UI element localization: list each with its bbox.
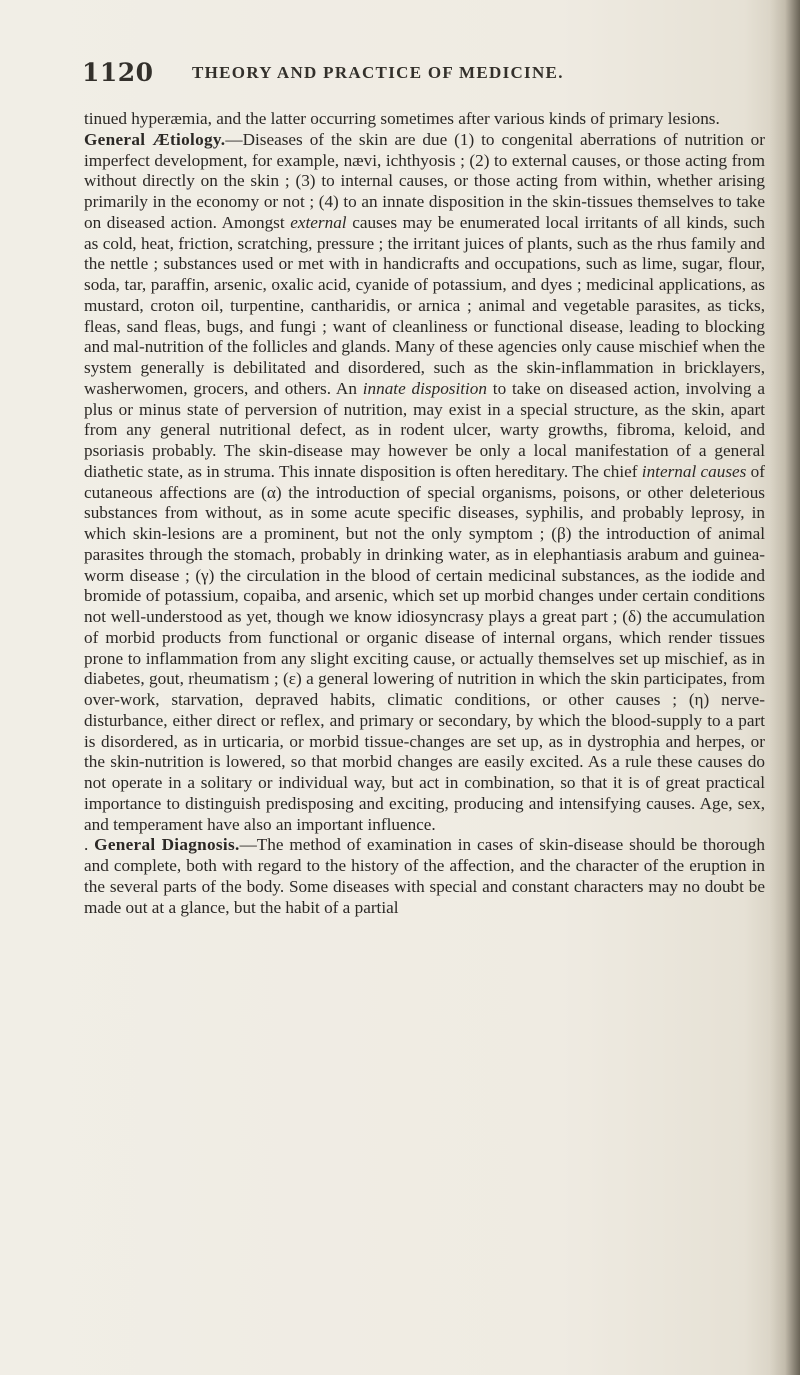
paragraph-text: —Diseases of the skin are due (1) to congenital aberrations of nutrition or imperfect development, for example, nævi, ichthyosis ; (2) to external causes, or those acting from without directly on the skin ; (3) to internal causes, or those acting from within, whether arising primarily in the economy or not ; (4) to an innate disposition in the skin-tissues themselves to take on diseased action. Amongst	[84, 129, 766, 232]
paragraph-text: to take on diseased action, involving a plus or minus state of perversion of nutrition, may exist in a special structure, as the skin, apart from any general nutritional defect, as in rodent ulcer, warty growths, fibroma, keloid, and psoriasis probably. The skin-disease may however be only a local manifestation of a general diathetic state, as in struma. This innate disposition is often hereditary. The chief	[84, 378, 765, 481]
paragraph-text: causes may be enumerated local irritants of all kinds, such as cold, heat, friction, scratching, pressure ; the irritant juices of plants, such as the rhus family and the nettle ; substances used or met with in handicrafts and occupations, such as lime, sugar, flour, soda, tar, paraffin, arsenic, oxalic acid, cyanide of potassium, and dyes ; medicinal applications, as mustard, croton oil, turpentine, cantharidis, or arnica ; animal and vegetable parasites, as ticks, fleas, sand fleas, bugs, and fungi ; want of cleanliness or functional disease, leading to blocking and mal-nutrition of the follicles and glands. Many of these agencies only cause mischief when the system generally is debilitated and disordered, such as the skin-inflammation in bricklayers, washerwomen, grocers, and others. An	[84, 212, 765, 398]
emphasis-text: internal causes	[641, 461, 747, 481]
paragraph-general-diagnosis	[84, 835, 765, 918]
paragraph-text: tinued hyperæmia, and the latter occurring sometimes after various kinds of primary lesions.	[84, 109, 720, 128]
paragraph-lead: .	[84, 835, 95, 855]
paragraph-text: —The method of examination in cases of skin-disease should be thorough and complete, both with regard to the history of the affection, and the character of the eruption in the several parts of the body. Some diseases with special and constant characters may no doubt be made out at a glance, but the habit of a partial	[84, 835, 765, 917]
page-header	[82, 58, 740, 88]
emphasis-text: external	[290, 212, 347, 232]
paragraph-continuation	[84, 109, 765, 130]
paragraph-text: of cutaneous affections are (α) the introduction of special organisms, poisons, or other deleterious substances from without, as in some acute specific diseases, syphilis, and probably leprosy, in which skin-lesions are a prominent, but not the only symptom ; (β) the introduction of animal parasites through the stomach, probably in drinking water, as in elephantiasis arabum and guinea-worm disease ; (γ) the circulation in the blood of certain medicinal substances, as the iodide and bromide of potassium, copaiba, and arsenic, which set up morbid changes under certain conditions not well-understood as yet, though we know idiosyncrasy plays a great part ; (δ) the accumulation of morbid products from functional or organic disease of internal organs, which render tissues prone to inflammation from any slight exciting cause, or actually themselves set up mischief, as in diabetes, gout, rheumatism ; (ε) a general lowering of nutrition in which the skin participates, from over-work, starvation, depraved habits, climatic conditions, or other causes ; (η) nerve-disturbance, either direct or reflex, and primary or secondary, by which the blood-supply to a part is disordered, as in urticaria, or morbid tissue-changes are set up, as in dystrophia and herpes, or the skin-nutrition is lowered, so that morbid changes are easily excited. As a rule these causes do not operate in a solitary or individual way, but act in combination, so that it is of great practical importance to distinguish predisposing and exciting, producing and intensifying causes. Age, sex, and temperament have also an important influence.	[84, 461, 765, 834]
page-number: 1120	[82, 58, 154, 87]
body-text	[84, 109, 765, 918]
paragraph-general-aetiology	[84, 130, 765, 836]
section-heading-general-diagnosis: General Diagnosis.	[94, 835, 240, 855]
page-binding-shadow	[770, 0, 800, 1375]
section-heading-general-aetiology: General Ætiology.	[84, 129, 226, 149]
emphasis-text: innate disposition	[362, 378, 487, 398]
running-title: THEORY AND PRACTICE OF MEDICINE.	[192, 63, 564, 82]
